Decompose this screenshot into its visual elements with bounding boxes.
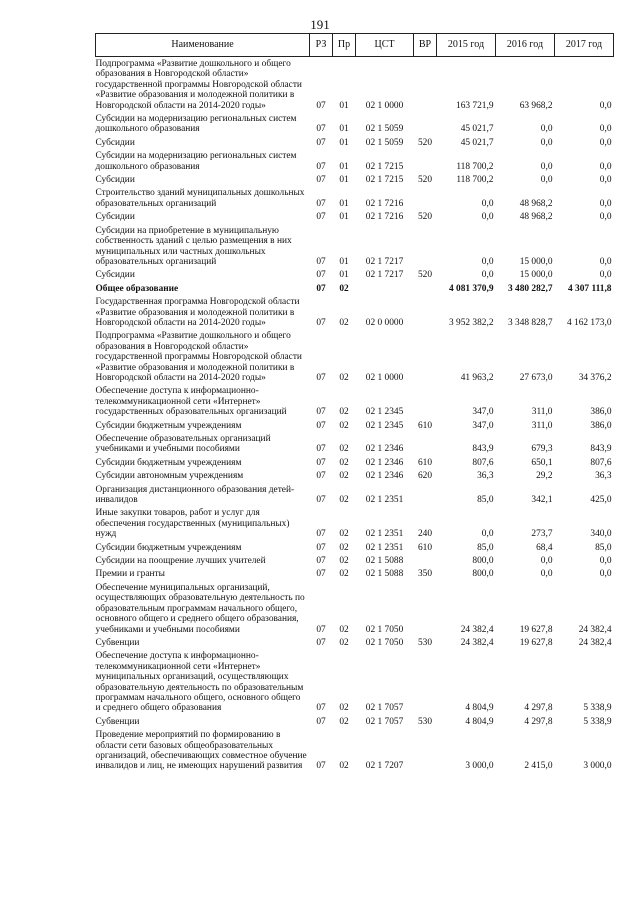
cell-2017: 34 376,2	[578, 372, 612, 383]
cell-2016: 2 415,0	[524, 761, 553, 772]
cell-2016: 48 968,2	[519, 212, 553, 223]
cell-vr	[414, 112, 437, 136]
cell-pr: 02	[339, 556, 349, 567]
cell-pr: 02	[339, 529, 349, 540]
cell-vr	[414, 554, 437, 567]
table-row	[96, 636, 614, 649]
cell-pr: 02	[339, 317, 349, 328]
cell-cst: 02 1 5088	[365, 556, 404, 567]
header-pr: Пр	[333, 34, 356, 57]
cell-cst: 02 1 2346	[365, 471, 404, 482]
header-2016: 2016 год	[496, 34, 555, 57]
table-row	[96, 469, 614, 482]
cell-cst: 02 1 7217	[365, 270, 404, 281]
cell-name: Государственная программа Новгородской области «Развитие образования и молодежной политики в Новгородской области на 2014-2020 годы»	[95, 297, 300, 328]
cell-2017: 425,0	[590, 495, 612, 506]
cell-vr	[414, 649, 437, 714]
cell-2016: 0,0	[540, 137, 553, 148]
cell-name: Премии и гранты	[95, 569, 165, 580]
cell-name: Субсидии на модернизацию региональных систем дошкольного образования	[95, 151, 297, 172]
cell-cst: 02 1 2346	[365, 457, 404, 468]
cell-cst: 02 1 5088	[365, 569, 404, 580]
cell-2015: 45 021,7	[460, 124, 494, 135]
cell-2015: 85,0	[477, 495, 494, 506]
cell-vr	[414, 581, 437, 636]
cell-2017: 36,3	[595, 471, 612, 482]
cell-vr: 610	[417, 457, 433, 468]
cell-2016: 311,0	[531, 407, 553, 418]
cell-2015: 24 382,4	[460, 637, 494, 648]
cell-rz: 07	[316, 407, 326, 418]
cell-2016: 68,4	[536, 542, 553, 553]
cell-vr: 240	[417, 529, 433, 540]
cell-2017: 340,0	[590, 529, 612, 540]
cell-2016: 19 627,8	[519, 637, 553, 648]
cell-vr: 350	[417, 569, 433, 580]
cell-rz: 07	[316, 283, 326, 294]
cell-vr	[414, 149, 437, 173]
cell-pr: 02	[339, 471, 349, 482]
cell-2016: 0,0	[540, 569, 553, 580]
table-row	[96, 384, 614, 418]
cell-name: Субсидии бюджетным учреждениям	[95, 457, 242, 468]
cell-rz: 07	[316, 137, 326, 148]
cell-vr: 520	[417, 270, 433, 281]
table-row	[96, 649, 614, 714]
cell-2016: 3 480 282,7	[507, 283, 553, 294]
cell-pr: 01	[339, 270, 349, 281]
cell-pr: 01	[339, 137, 349, 148]
cell-name: Субсидии бюджетным учреждениям	[95, 420, 242, 431]
cell-2015: 45 021,7	[460, 137, 494, 148]
cell-cst: 02 1 7207	[365, 761, 404, 772]
cell-cst: 02 1 7215	[365, 161, 404, 172]
cell-name: Субсидии	[95, 270, 135, 281]
cell-rz: 07	[316, 542, 326, 553]
cell-2015: 4 804,9	[465, 716, 494, 727]
header-cst: ЦСТ	[356, 34, 414, 57]
cell-rz: 07	[316, 716, 326, 727]
cell-2015: 4 081 370,9	[448, 283, 494, 294]
cell-2017: 0,0	[599, 124, 612, 135]
cell-vr	[414, 186, 437, 210]
cell-2017: 24 382,4	[578, 637, 612, 648]
cell-rz: 07	[316, 495, 326, 506]
cell-vr: 530	[417, 637, 433, 648]
cell-pr: 02	[339, 495, 349, 506]
cell-pr: 01	[339, 161, 349, 172]
cell-2015: 843,9	[472, 444, 494, 455]
cell-2016: 4 297,8	[524, 716, 553, 727]
cell-2017: 5 338,9	[583, 703, 612, 714]
cell-name: Субсидии на модернизацию региональных систем дошкольного образования	[95, 114, 297, 135]
cell-2015: 347,0	[472, 407, 494, 418]
cell-vr	[414, 728, 437, 773]
cell-rz: 07	[316, 569, 326, 580]
cell-pr: 02	[339, 703, 349, 714]
cell-rz: 07	[316, 624, 326, 635]
cell-name: Субсидии	[95, 175, 135, 186]
cell-2016: 29,2	[536, 471, 553, 482]
cell-rz: 07	[316, 703, 326, 714]
cell-2015: 85,0	[477, 542, 494, 553]
cell-2017: 0,0	[599, 212, 612, 223]
table-row	[96, 541, 614, 554]
cell-rz: 07	[316, 471, 326, 482]
header-2015: 2015 год	[437, 34, 496, 57]
cell-cst: 02 1 0000	[365, 372, 404, 383]
cell-cst: 02 1 0000	[365, 100, 404, 111]
cell-cst: 02 1 7217	[365, 256, 404, 267]
cell-pr: 02	[339, 761, 349, 772]
cell-vr: 620	[417, 471, 433, 482]
cell-pr: 02	[339, 716, 349, 727]
table-row	[96, 57, 614, 113]
cell-2016: 0,0	[540, 124, 553, 135]
cell-vr: 520	[417, 137, 433, 148]
cell-2017: 0,0	[599, 256, 612, 267]
cell-2016: 63 968,2	[519, 100, 553, 111]
cell-2017: 85,0	[595, 542, 612, 553]
cell-2015: 24 382,4	[460, 624, 494, 635]
table-row	[96, 728, 614, 773]
table-row	[96, 186, 614, 210]
cell-vr: 610	[417, 420, 433, 431]
cell-vr	[414, 57, 437, 113]
table-row	[96, 295, 614, 329]
cell-name: Строительство зданий муниципальных дошкольных образовательных организаций	[95, 188, 305, 209]
cell-2017: 386,0	[590, 407, 612, 418]
cell-pr: 02	[339, 637, 349, 648]
header-2017: 2017 год	[555, 34, 614, 57]
cell-cst: 02 1 7057	[365, 716, 404, 727]
cell-cst: 02 1 2351	[365, 529, 404, 540]
table-row	[96, 554, 614, 567]
cell-rz: 07	[316, 100, 326, 111]
table-row	[96, 268, 614, 281]
cell-pr: 02	[339, 624, 349, 635]
cell-2015: 0,0	[481, 256, 494, 267]
table-row	[96, 483, 614, 507]
cell-pr: 02	[339, 457, 349, 468]
cell-name: Субсидии на приобретение в муниципальную собственность зданий с целью размещения в них муниципальных или частных дошкольных образовательных организаций	[95, 225, 292, 267]
table-header-row	[96, 34, 614, 57]
table-row	[96, 173, 614, 186]
cell-2016: 0,0	[540, 556, 553, 567]
cell-vr	[414, 384, 437, 418]
cell-name: Обеспечение доступа к информационно-телекоммуникационной сети «Интернет» государственных образовательных организаций	[95, 386, 287, 418]
cell-2017: 24 382,4	[578, 624, 612, 635]
cell-2017: 0,0	[599, 556, 612, 567]
cell-2016: 679,3	[531, 444, 553, 455]
cell-rz: 07	[316, 124, 326, 135]
cell-2015: 118 700,2	[456, 161, 494, 172]
cell-2016: 0,0	[540, 161, 553, 172]
budget-table	[95, 33, 614, 773]
cell-cst: 02 1 2351	[365, 542, 404, 553]
table-row	[96, 224, 614, 269]
cell-rz: 07	[316, 457, 326, 468]
cell-2015: 36,3	[477, 471, 494, 482]
cell-2017: 843,9	[590, 444, 612, 455]
cell-rz: 07	[316, 637, 326, 648]
cell-rz: 07	[316, 372, 326, 383]
cell-pr: 01	[339, 212, 349, 223]
cell-pr: 02	[339, 444, 349, 455]
cell-2015: 118 700,2	[456, 175, 494, 186]
cell-2015: 0,0	[481, 198, 494, 209]
cell-2017: 0,0	[599, 175, 612, 186]
cell-vr: 610	[417, 542, 433, 553]
cell-name: Общее образование	[95, 283, 179, 294]
table-row	[96, 581, 614, 636]
cell-pr: 02	[339, 372, 349, 383]
cell-2015: 163 721,9	[456, 100, 494, 111]
cell-2016: 19 627,8	[519, 624, 553, 635]
cell-2017: 807,6	[590, 457, 612, 468]
cell-2015: 4 804,9	[465, 703, 494, 714]
cell-rz: 07	[316, 270, 326, 281]
cell-vr: 530	[417, 716, 433, 727]
cell-name: Субсидии бюджетным учреждениям	[95, 542, 242, 553]
cell-2016: 342,1	[531, 495, 553, 506]
cell-name: Подпрограмма «Развитие дошкольного и общего образования в Новгородской области» государственной программы Новгородской области «Развитие образования и молодежной политики в Новгородской области на 2014-2020 годы»	[95, 331, 302, 383]
cell-name: Обеспечение муниципальных организаций, осуществляющих образовательную деятельность по образовательным программам начального общего, основного общего и среднего общего образования, учебниками и учебными пособиями	[95, 582, 305, 635]
cell-cst: 02 1 2346	[365, 444, 404, 455]
table-row	[96, 136, 614, 149]
cell-vr	[414, 432, 437, 456]
cell-rz: 07	[316, 317, 326, 328]
table-body	[96, 57, 614, 773]
cell-name: Субсидии автономным учреждениям	[95, 471, 244, 482]
table-row	[96, 112, 614, 136]
cell-cst: 02 1 7050	[365, 637, 404, 648]
cell-rz: 07	[316, 175, 326, 186]
cell-2017: 4 162 173,0	[566, 317, 612, 328]
cell-name: Иные закупки товаров, работ и услуг для обеспечения государственных (муниципальных) нужд	[95, 508, 290, 540]
cell-2016: 650,1	[531, 457, 553, 468]
cell-2015: 0,0	[481, 212, 494, 223]
cell-2017: 0,0	[599, 270, 612, 281]
cell-cst: 02 1 2345	[365, 407, 404, 418]
cell-2017: 386,0	[590, 420, 612, 431]
cell-name: Подпрограмма «Развитие дошкольного и общего образования в Новгородской области» государственной программы Новгородской области «Развитие образования и молодежной политики в Новгородской области на 2014-2020 годы»	[95, 59, 302, 111]
cell-pr: 02	[339, 420, 349, 431]
table-row	[96, 567, 614, 580]
cell-2015: 0,0	[481, 529, 494, 540]
cell-2016: 27 673,0	[519, 372, 553, 383]
page-number: 191	[310, 17, 330, 32]
cell-vr: 520	[417, 212, 433, 223]
cell-2016: 0,0	[540, 175, 553, 186]
cell-2017: 3 000,0	[583, 761, 612, 772]
cell-vr: 520	[417, 175, 433, 186]
cell-vr	[414, 282, 437, 295]
cell-pr: 01	[339, 198, 349, 209]
table-row	[96, 432, 614, 456]
cell-name: Обеспечение образовательных организаций учебниками и учебными пособиями	[95, 434, 271, 455]
cell-2016: 273,7	[531, 529, 553, 540]
cell-2015: 3 952 382,2	[448, 317, 494, 328]
cell-rz: 07	[316, 198, 326, 209]
cell-cst: 02 1 5059	[365, 137, 404, 148]
cell-rz: 07	[316, 420, 326, 431]
cell-2016: 15 000,0	[519, 270, 553, 281]
cell-2017: 0,0	[599, 161, 612, 172]
cell-vr	[414, 224, 437, 269]
cell-rz: 07	[316, 161, 326, 172]
cell-pr: 01	[339, 256, 349, 267]
cell-name: Субсидии на поощрение лучших учителей	[95, 556, 266, 567]
cell-2015: 3 000,0	[465, 761, 494, 772]
table-row	[96, 715, 614, 728]
cell-pr: 01	[339, 100, 349, 111]
cell-2015: 807,6	[472, 457, 494, 468]
cell-cst: 02 1 2351	[365, 495, 404, 506]
cell-cst: 02 1 7215	[365, 175, 404, 186]
cell-pr: 01	[339, 175, 349, 186]
cell-cst: 02 0 0000	[365, 317, 404, 328]
cell-2015: 0,0	[481, 270, 494, 281]
cell-2017: 0,0	[599, 569, 612, 580]
cell-2015: 347,0	[472, 420, 494, 431]
cell-cst: 02 1 7057	[365, 703, 404, 714]
cell-2015: 41 963,2	[460, 372, 494, 383]
cell-2017: 0,0	[599, 198, 612, 209]
cell-pr: 02	[339, 542, 349, 553]
header-vr: ВР	[414, 34, 437, 57]
table-row	[96, 456, 614, 469]
table-row	[96, 210, 614, 223]
cell-rz: 07	[316, 444, 326, 455]
cell-cst: 02 1 2345	[365, 420, 404, 431]
cell-name: Проведение мероприятий по формированию в области сети базовых общеобразовательных организаций, обеспечивающих совместное обучение инвалидов и лиц, не имеющих нарушений развития	[95, 730, 307, 772]
table-row	[96, 506, 614, 540]
cell-2016: 48 968,2	[519, 198, 553, 209]
cell-2017: 4 307 111,8	[568, 283, 612, 294]
cell-2016: 3 348 828,7	[507, 317, 553, 328]
cell-name: Субсидии	[95, 212, 135, 223]
cell-2015: 800,0	[472, 569, 494, 580]
table-row	[96, 282, 614, 295]
table-row	[96, 329, 614, 384]
cell-rz: 07	[316, 212, 326, 223]
cell-2016: 4 297,8	[524, 703, 553, 714]
header-name: Наименование	[96, 34, 310, 57]
cell-cst: 02 1 7216	[365, 212, 404, 223]
cell-2017: 5 338,9	[583, 716, 612, 727]
cell-name: Субвенции	[95, 637, 140, 648]
cell-cst: 02 1 7216	[365, 198, 404, 209]
cell-cst: 02 1 7050	[365, 624, 404, 635]
cell-rz: 07	[316, 761, 326, 772]
cell-cst: 02 1 5059	[365, 124, 404, 135]
cell-2017: 0,0	[599, 137, 612, 148]
cell-cst	[356, 282, 414, 295]
cell-name: Субсидии	[95, 137, 135, 148]
cell-2016: 311,0	[531, 420, 553, 431]
cell-rz: 07	[316, 556, 326, 567]
cell-2015: 800,0	[472, 556, 494, 567]
table-row	[96, 419, 614, 432]
cell-2017: 0,0	[599, 100, 612, 111]
cell-name: Организация дистанционного образования детей-инвалидов	[95, 484, 295, 506]
cell-pr: 01	[339, 124, 349, 135]
cell-vr	[414, 295, 437, 329]
cell-rz: 07	[316, 529, 326, 540]
cell-rz: 07	[316, 256, 326, 267]
cell-name: Обеспечение доступа к информационно-телекоммуникационной сети «Интернет» муниципальных организаций, осуществляющих образовательную деятельность по образовательным программам начального общего, основного общего и среднего общего образования	[95, 651, 304, 714]
cell-2016: 15 000,0	[519, 256, 553, 267]
header-rz: РЗ	[310, 34, 333, 57]
cell-vr	[414, 329, 437, 384]
cell-pr: 02	[339, 569, 349, 580]
cell-vr	[414, 483, 437, 507]
cell-pr: 02	[339, 283, 349, 294]
table-row	[96, 149, 614, 173]
cell-pr: 02	[339, 407, 349, 418]
cell-name: Субвенции	[95, 716, 140, 727]
